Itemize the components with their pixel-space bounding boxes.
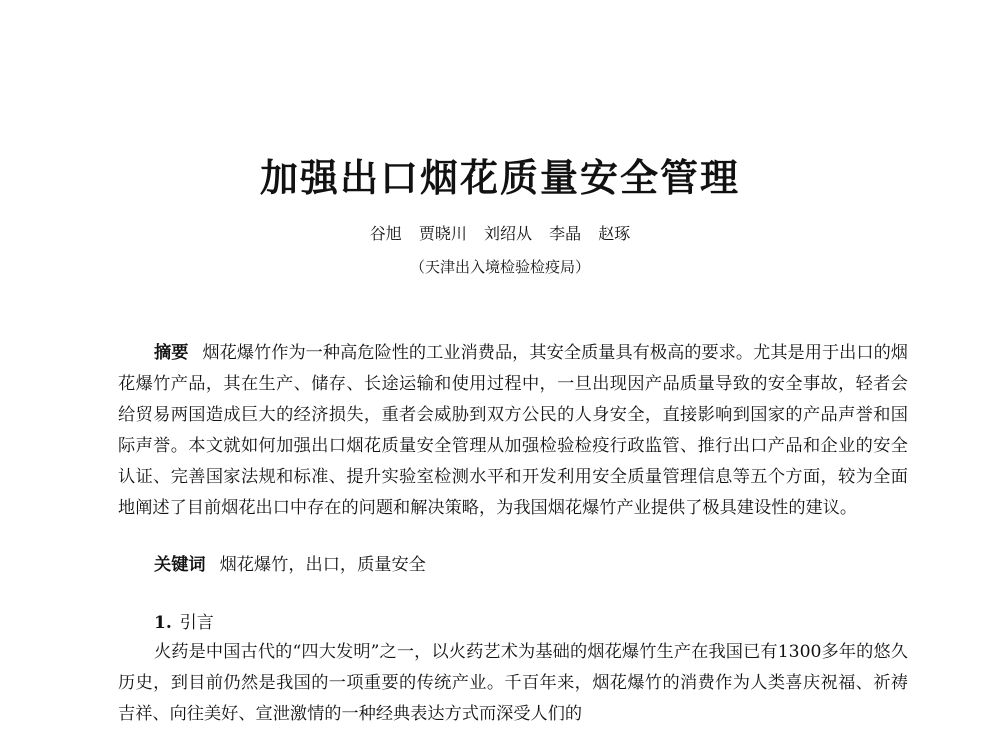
paper-title: 加强出口烟花质量安全管理 bbox=[259, 156, 740, 200]
author-name: 贾晓川 bbox=[418, 224, 467, 243]
intro-paragraph: 火药是中国古代的“四大发明”之一，以火药艺术为基础的烟花爆竹生产在我国已有1300多年的悠久历史，到目前仍然是我国的一项重要的传统产业。千百年来，烟花爆竹的消费作为人类喜庆祝福、祈祷吉祥、向往美好、宣泄激情的一种经典表达方式而深受人们的 bbox=[118, 642, 908, 724]
abstract-label: 摘要 bbox=[154, 343, 189, 363]
abstract-paragraph bbox=[118, 338, 908, 524]
keywords-text: 烟花爆竹，出口，质量安全 bbox=[219, 555, 426, 575]
abstract-text: 烟花爆竹作为一种高危险性的工业消费品，其安全质量具有极高的要求。尤其是用于出口的烟花爆竹产品，其在生产、储存、长途运输和使用过程中，一旦出现因产品质量导致的安全事故，轻者会给贸易两国造成巨大的经济损失，重者会威胁到双方公民的人身安全，直接影响到国家的产品声誉和国际声誉。本文就如何加强出口烟花质量安全管理从加强检验检疫行政监管、推行出口产品和企业的安全认证、完善国家法规和标准、提升实验室检测水平和开发利用安全质量管理信息等五个方面，较为全面地阐述了目前烟花出口中存在的问题和解决策略，为我国烟花爆竹产业提供了极具建设性的建议。 bbox=[118, 343, 908, 518]
keywords-line bbox=[154, 550, 854, 581]
section-title: 引言 bbox=[179, 613, 214, 633]
section-heading bbox=[154, 608, 214, 638]
section-number: 1. bbox=[154, 613, 172, 633]
author-list bbox=[0, 222, 1000, 246]
author-name: 李晶 bbox=[549, 224, 582, 243]
affiliation: （天津出入境检验检疫局） bbox=[409, 258, 590, 276]
author-name: 刘绍从 bbox=[483, 224, 532, 243]
author-name: 谷旭 bbox=[369, 224, 402, 243]
keywords-label: 关键词 bbox=[154, 555, 206, 575]
author-name: 赵琢 bbox=[598, 224, 631, 243]
